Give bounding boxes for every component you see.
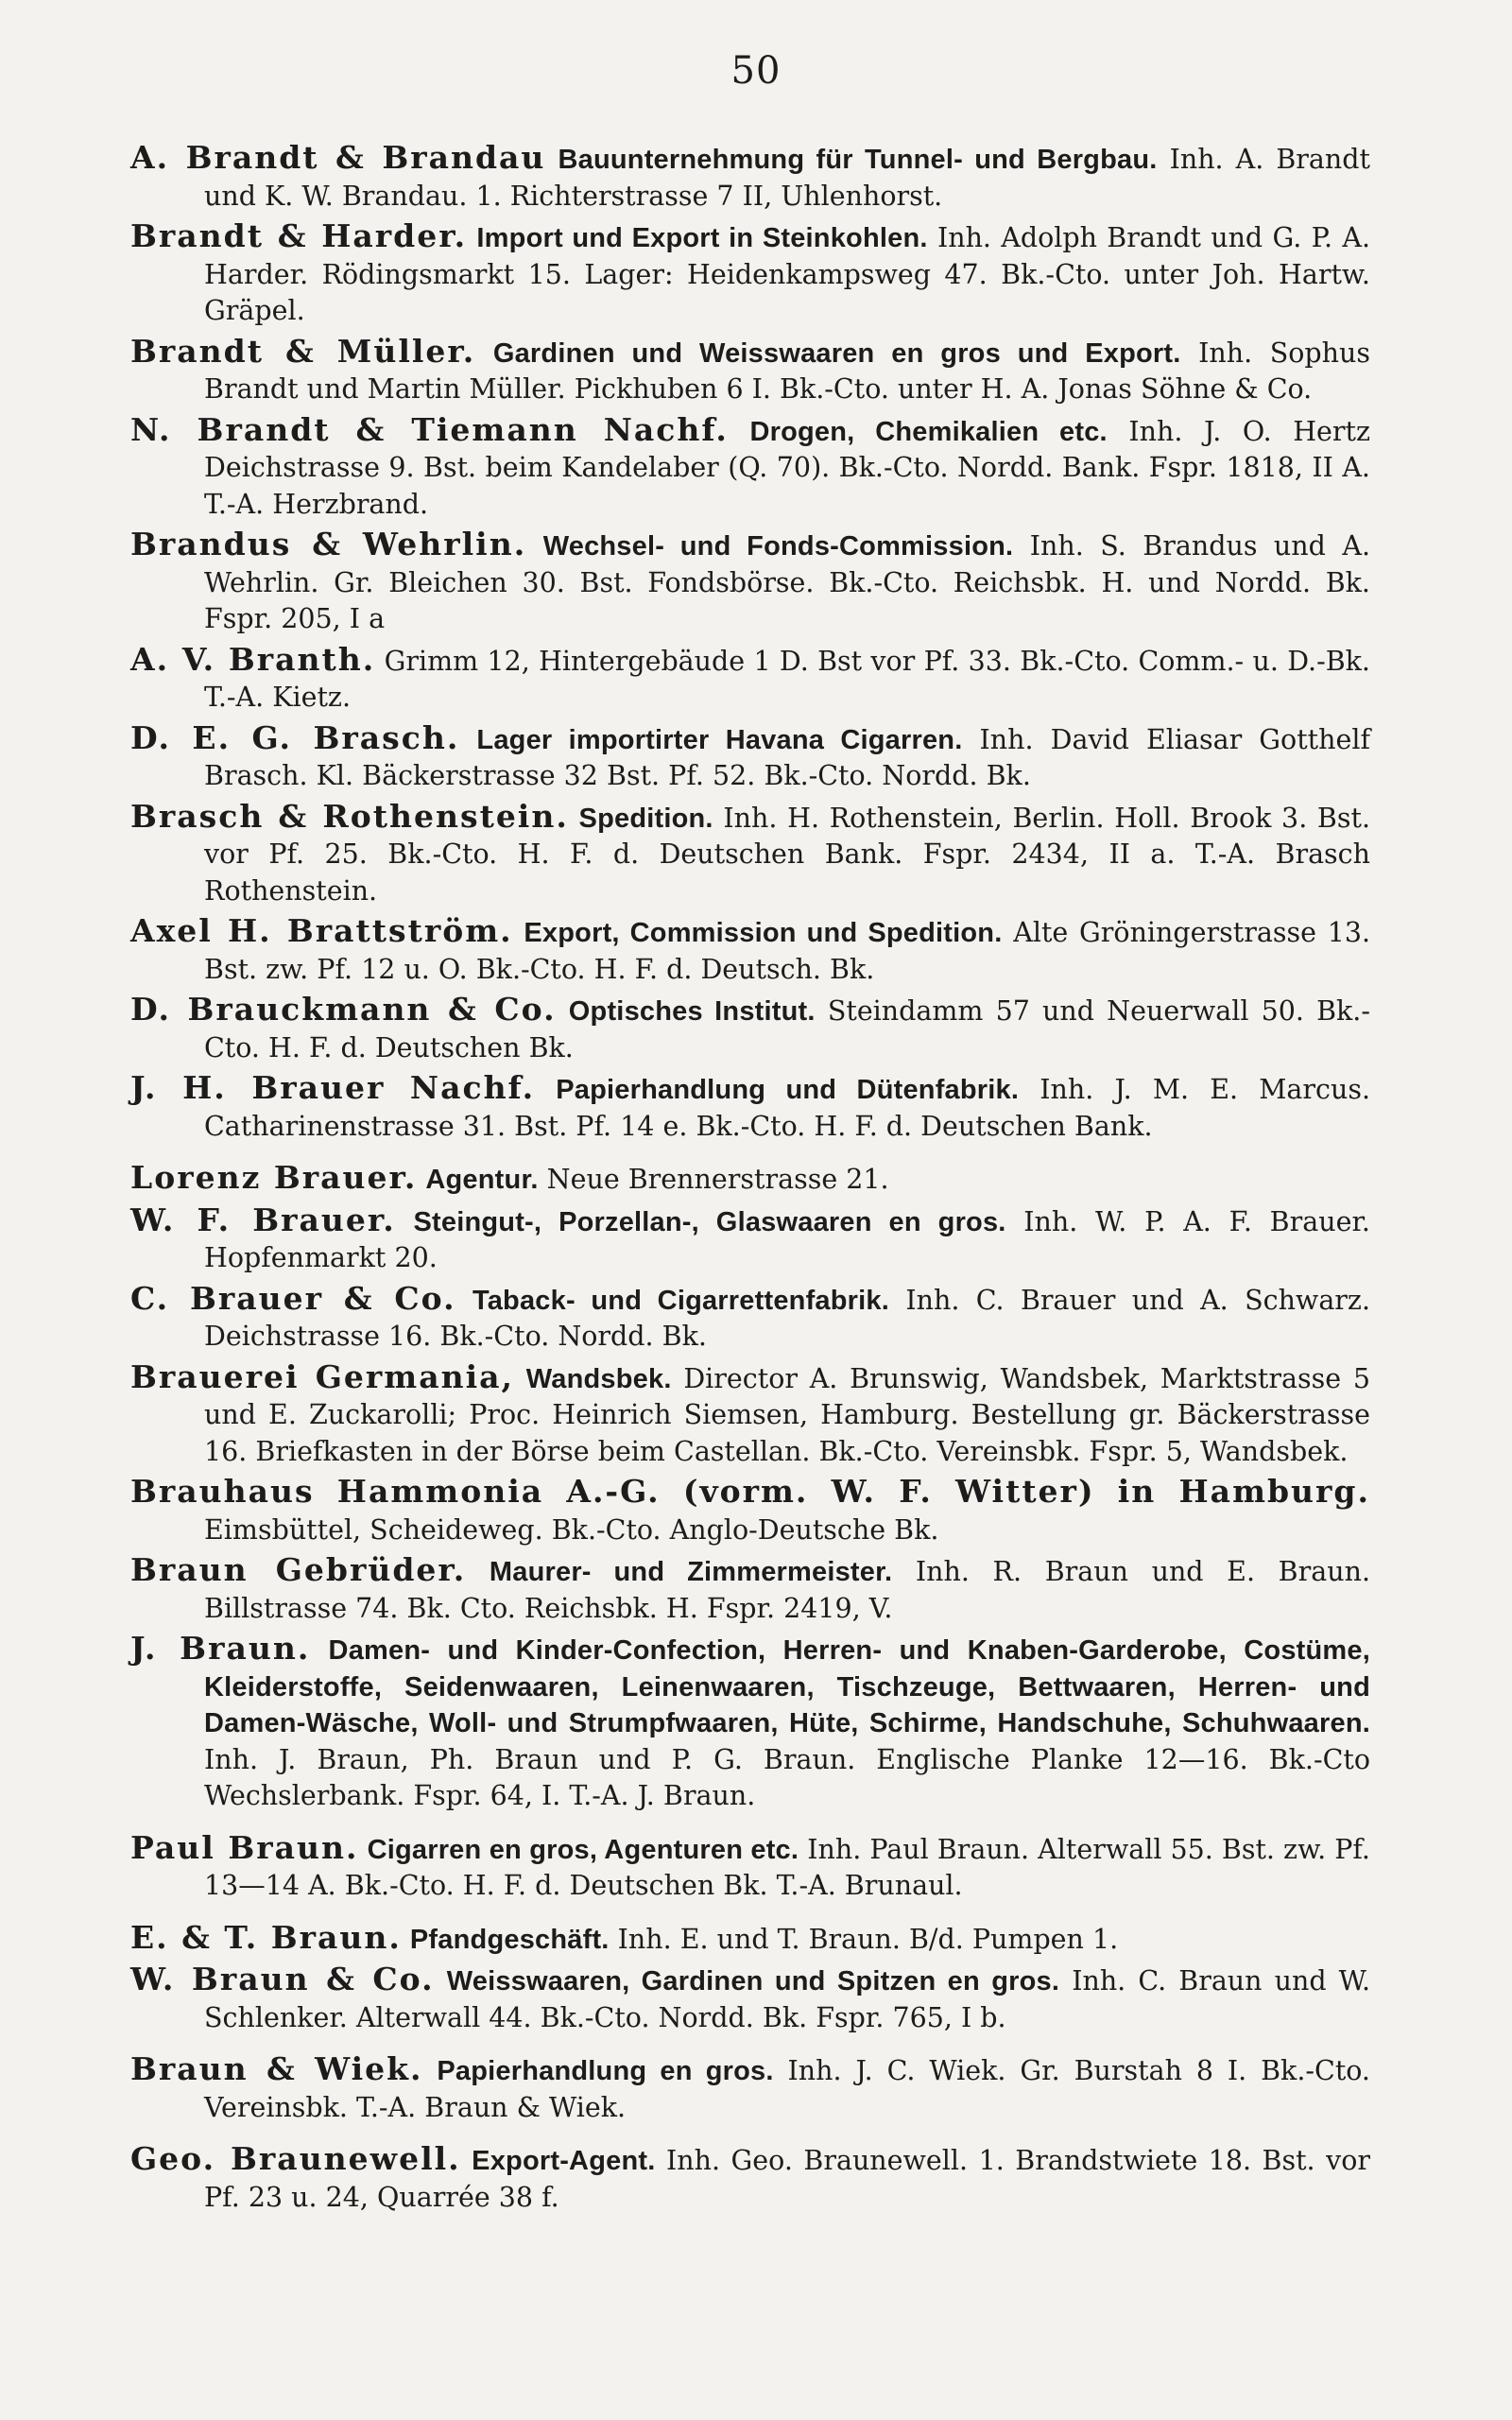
entry-details: Inh. R. Braun und E. Braun. Billstrasse 74. Bk. Cto. Reichsbk. H. Fspr. 2419, V.: [204, 1556, 1371, 1624]
business-type: Export-Agent.: [472, 2146, 656, 2176]
entry-details: Steindamm 57 und Neuerwall 50. Bk.-Cto. H. F. d. Deutschen Bk.: [204, 995, 1370, 1063]
firm-name: A. V. Branth.: [130, 640, 376, 678]
directory-entry: [130, 1281, 1370, 1356]
business-type: Wechsel- und Fonds-Commission.: [542, 531, 1014, 562]
business-type: Agentur.: [425, 1165, 539, 1195]
firm-name: E. & T. Braun.: [130, 1918, 402, 1956]
entry-details: Inh. J. Braun, Ph. Braun und P. G. Braun. Englische Planke 12—16. Bk.-Cto Wechslerbank. Fspr. 64, I. T.-A. J. Braun.: [204, 1743, 1370, 1811]
business-type: Pfandgeschäft.: [409, 1924, 610, 1955]
firm-name: Brandt & Müller.: [130, 332, 476, 370]
directory-entry: [130, 1552, 1370, 1627]
entry-details: Inh. C. Brauer und A. Schwarz. Deichstrasse 16. Bk.-Cto. Nordd. Bk.: [204, 1284, 1371, 1352]
business-type: Gardinen und Weisswaaren en gros und Export.: [492, 337, 1181, 369]
business-type: Weisswaaren, Gardinen und Spitzen en gros.: [446, 1966, 1060, 1996]
firm-name: J. Braun.: [130, 1630, 311, 1667]
firm-name: Lorenz Brauer.: [130, 1159, 418, 1196]
directory-entry: [130, 218, 1370, 330]
business-type: Maurer- und Zimmermeister.: [489, 1557, 893, 1587]
business-type: Optisches Institut.: [568, 996, 816, 1027]
entry-details: Inh. E. und T. Braun. B/d. Pumpen 1.: [617, 1923, 1119, 1955]
entry-details: Inh. H. Rothenstein, Berlin. Holl. Brook 3. Bst. vor Pf. 25. Bk.-Cto. H. F. d. Deutschen Bank. Fspr. 2434, II a. T.-A. Brasch Rothenstein.: [204, 802, 1371, 907]
entry-details: Inh. Sophus Brandt und Martin Müller. Pickhuben 6 I. Bk.-Cto. unter H. A. Jonas Söhne & Co.: [204, 337, 1371, 405]
firm-name: Paul Braun.: [130, 1828, 359, 1866]
entry-details: Inh. S. Brandus und A. Wehrlin. Gr. Bleichen 30. Bst. Fondsbörse. Bk.-Cto. Reichsbk. H. und Nordd. Bk. Fspr. 205, I a: [204, 530, 1371, 634]
firm-name: Brandt & Harder.: [130, 217, 468, 254]
firm-name: Brandus & Wehrlin.: [130, 526, 527, 562]
directory-entry: [130, 1070, 1370, 1145]
directory-entry: [130, 799, 1370, 910]
firm-name: N. Brandt & Tiemann Nachf.: [130, 410, 729, 448]
firm-name: W. F. Brauer.: [130, 1201, 396, 1238]
entry-details: Inh. David Eliasar Gotthelf Brasch. Kl. Bäckerstrasse 32 Bst. Pf. 52. Bk.-Cto. Nordd. Bk.: [204, 723, 1370, 791]
directory-entry: [130, 1920, 1370, 1959]
entry-details: Inh. W. P. A. F. Brauer. Hopfenmarkt 20.: [204, 1205, 1370, 1273]
firm-name: J. H. Brauer Nachf.: [130, 1069, 536, 1106]
business-type: Papierhandlung und Dütenfabrik.: [556, 1075, 1020, 1105]
business-type: Taback- und Cigarrettenfabrik.: [472, 1285, 889, 1316]
directory-entry: [130, 527, 1370, 638]
directory-entry: [130, 1830, 1370, 1905]
firm-name: Axel H. Brattström.: [130, 912, 513, 949]
business-type: Damen- und Kinder-Confection, Herren- und Knaben-Garderobe, Costüme, Kleiderstoffe, Seidenwaaren, Leinenwaaren, Tischzeuge, Bettwaaren, Herren- und Damen-Wäsche, Woll- und Strumpfwaaren, Hüte, Schirme, Handschuhe, Schuhwaaren.: [204, 1635, 1371, 1738]
entry-details: Inh. Adolph Brandt und G. P. A. Harder. Rödingsmarkt 15. Lager: Heidenkampsweg 47. Bk.-Cto. unter Joh. Hartw. Gräpel.: [204, 222, 1371, 326]
directory-entry: [130, 1474, 1370, 1548]
entry-details: Eimsbüttel, Scheideweg. Bk.-Cto. Anglo-Deutsche Bk.: [204, 1513, 939, 1546]
firm-name: Brauerei Germania,: [130, 1357, 515, 1395]
directory-entry: [130, 720, 1370, 795]
entry-details: Inh. Geo. Braunewell. 1. Brandstwiete 18. Bst. vor Pf. 23 u. 24, Quarrée 38 f.: [204, 2145, 1370, 2213]
firm-name: A. Brandt & Brandau: [130, 139, 546, 176]
firm-name: Geo. Braunewell.: [130, 2140, 461, 2177]
firm-name: D. E. G. Brasch.: [130, 718, 460, 756]
directory-entry: [130, 992, 1370, 1066]
business-type: Import und Export in Steinkohlen.: [476, 223, 928, 253]
business-type: Steingut-, Porzellan-, Glaswaaren en gros.: [413, 1206, 1006, 1237]
business-type: Lager importirter Havana Cigarren.: [476, 724, 963, 755]
firm-name: Braun Gebrüder.: [130, 1551, 467, 1588]
directory-entry: [130, 412, 1370, 524]
firm-name: Brauhaus Hammonia A.-G. (vorm. W. F. Witter) in Hamburg.: [130, 1473, 1370, 1510]
entry-details: Director A. Brunswig, Wandsbek, Marktstrasse 5 und E. Zuckarolli; Proc. Heinrich Siemsen, Hamburg. Bestellung gr. Bäckerstrasse 16. Briefkasten in der Börse beim Castellan. Bk.-Cto. Vereinsbk. Fspr. 5, Wandsbek.: [204, 1362, 1370, 1467]
entry-details: Inh. J. C. Wiek. Gr. Burstah 8 I. Bk.-Cto. Vereinsbk. T.-A. Braun & Wiek.: [204, 2055, 1370, 2123]
directory-entry: [130, 140, 1370, 215]
entry-details: Inh. A. Brandt und K. W. Brandau. 1. Richterstrasse 7 II, Uhlenhorst.: [204, 144, 1370, 212]
directory-entry: [130, 642, 1370, 717]
business-type: Export, Commission und Spedition.: [524, 918, 1003, 948]
firm-name: Braun & Wiek.: [130, 2050, 423, 2087]
entry-details: Inh. Paul Braun. Alterwall 55. Bst. zw. Pf. 13—14 A. Bk.-Cto. H. F. d. Deutschen Bk. T.-A. Brunaul.: [204, 1833, 1370, 1901]
business-type: Cigarren en gros, Agenturen etc.: [367, 1834, 799, 1865]
business-type: Bauunternehmung für Tunnel- und Bergbau.: [558, 145, 1158, 175]
business-type: Spedition.: [578, 803, 713, 834]
directory-entries: [130, 140, 1370, 2220]
entry-details: Inh. J. O. Hertz Deichstrasse 9. Bst. beim Kandelaber (Q. 70). Bk.-Cto. Nordd. Bank. Fspr. 1818, II A. T.-A. Herzbrand.: [204, 415, 1371, 520]
business-type: Wandsbek.: [525, 1363, 672, 1394]
entry-details: Inh. J. M. E. Marcus. Catharinenstrasse 31. Bst. Pf. 14 e. Bk.-Cto. H. F. d. Deutschen Bank.: [204, 1074, 1371, 1142]
directory-entry: [130, 1631, 1370, 1815]
business-type: Drogen, Chemikalien etc.: [749, 416, 1108, 447]
firm-name: Brasch & Rothenstein.: [130, 797, 569, 835]
page-number: 50: [730, 49, 782, 93]
entry-details: Grimm 12, Hintergebäude 1 D. Bst vor Pf. 33. Bk.-Cto. Comm.- u. D.-Bk. T.-A. Kietz.: [204, 645, 1370, 713]
business-type: Papierhandlung en gros.: [437, 2056, 774, 2086]
firm-name: W. Braun & Co.: [130, 1961, 435, 1997]
entry-details: Inh. C. Braun und W. Schlenker. Alterwall 44. Bk.-Cto. Nordd. Bk. Fspr. 765, I b.: [204, 1965, 1371, 2033]
directory-entry: [130, 1202, 1370, 1277]
entry-details: Neue Brennerstrasse 21.: [546, 1164, 889, 1195]
directory-entry: [130, 1359, 1370, 1471]
directory-entry: [130, 1160, 1370, 1199]
directory-entry: [130, 1962, 1370, 2036]
firm-name: C. Brauer & Co.: [130, 1279, 456, 1317]
directory-entry: [130, 2051, 1370, 2126]
entry-details: Alte Gröningerstrasse 13. Bst. zw. Pf. 12 u. O. Bk.-Cto. H. F. d. Deutsch. Bk.: [204, 917, 1371, 985]
directory-entry: [130, 334, 1370, 408]
directory-entry: [130, 913, 1370, 988]
directory-entry: [130, 2141, 1370, 2216]
firm-name: D. Brauckmann & Co.: [130, 991, 557, 1028]
